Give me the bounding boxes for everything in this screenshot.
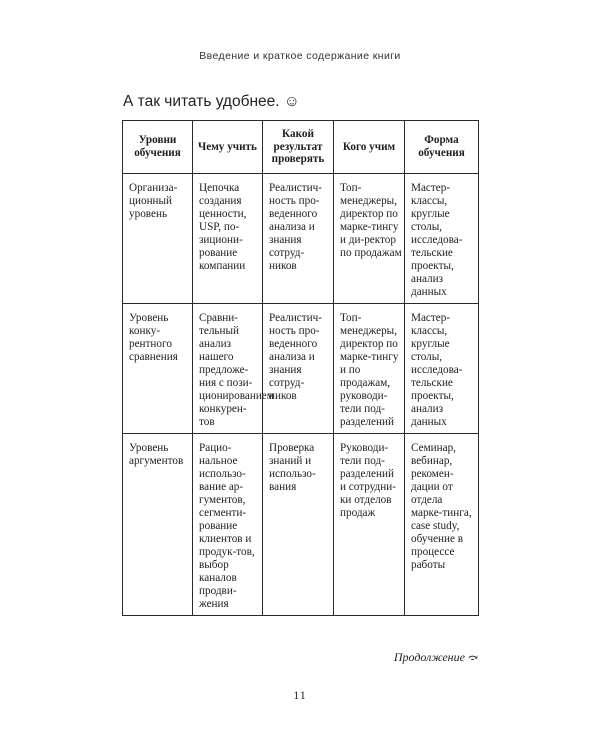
table-cell: Реалистич-ность про-веденного анализа и знания сотруд-ников	[263, 303, 334, 433]
table-cell: Руководи-тели под-разделений и сотрудни-ки отделов продаж	[334, 433, 405, 615]
column-header: Какой результат проверять	[263, 121, 334, 174]
table-cell: Рацио-нальное использо-вание ар-гументов, сегменти-рование клиентов и продук-тов, выбор каналов продви-жения	[193, 433, 263, 615]
column-header: Уровни обучения	[123, 121, 193, 174]
table-cell: Организа-ционный уровень	[123, 174, 193, 304]
table-cell: Проверка знаний и использо-вания	[263, 433, 334, 615]
table-cell: Мастер-классы, круглые столы, исследова-тельские проекты, анализ данных	[405, 303, 479, 433]
table-cell: Цепочка создания ценности, USP, по-зициони-рование компании	[193, 174, 263, 304]
column-header: Кого учим	[334, 121, 405, 174]
table-header-row	[123, 121, 479, 174]
table-cell: Сравни-тельный анализ нашего предложе-ния с пози-ционированием конкурен-тов	[193, 303, 263, 433]
table-cell: Семинар, вебинар, рекомен-дации от отдела марке-тинга, case study, обучение в процессе работы	[405, 433, 479, 615]
table-cell: Уровень конку-рентного сравнения	[123, 303, 193, 433]
continued-label: Продолжение	[393, 650, 465, 664]
table-row	[123, 303, 479, 433]
running-head: Введение и краткое содержание книги	[199, 50, 401, 62]
table-row	[123, 174, 479, 304]
table-cell: Мастер-классы, круглые столы, исследова-тельские проекты, анализ данных	[405, 174, 479, 304]
table-cell: Топ-менеджеры, директор по марке-тингу и ди-ректор по продажам	[334, 174, 405, 304]
column-header: Чему учить	[193, 121, 263, 174]
table-row	[123, 433, 479, 615]
page-number: 11	[293, 688, 307, 702]
table-cell: Топ-менеджеры, директор по марке-тингу и по продажам, руководи-тели под-разделений	[334, 303, 405, 433]
training-levels-table	[122, 120, 479, 616]
continued-note	[394, 650, 478, 665]
table-cell: Реалистич-ность про-веденного анализа и знания сотруд-ников	[263, 174, 334, 304]
intro-text: А так читать удобнее. ☺	[123, 93, 300, 110]
curved-arrow-icon: ⤼	[467, 650, 478, 664]
table-cell: Уровень аргументов	[123, 433, 193, 615]
column-header: Форма обучения	[405, 121, 479, 174]
